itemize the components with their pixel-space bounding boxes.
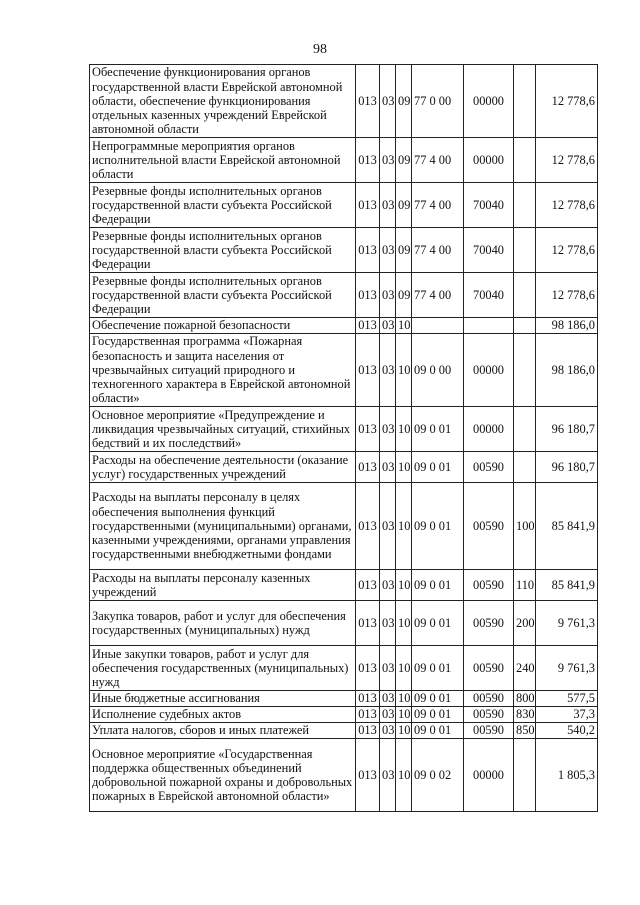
row-name: Исполнение судебных актов xyxy=(90,707,356,723)
table-row xyxy=(90,691,598,707)
row-target-article: 09 0 01 xyxy=(412,723,464,739)
row-subsection: 10 xyxy=(396,407,412,452)
row-section: 03 xyxy=(380,334,396,407)
row-grbs: 013 xyxy=(356,691,380,707)
row-section: 03 xyxy=(380,483,396,570)
table-row xyxy=(90,570,598,601)
row-name: Расходы на выплаты персоналу казенных учреждений xyxy=(90,570,356,601)
row-amount: 12 778,6 xyxy=(536,228,598,273)
row-grbs: 013 xyxy=(356,483,380,570)
row-section: 03 xyxy=(380,646,396,691)
row-amount: 37,3 xyxy=(536,707,598,723)
row-grbs: 013 xyxy=(356,601,380,646)
row-expense-type: 200 xyxy=(514,601,536,646)
row-section: 03 xyxy=(380,452,396,483)
row-expense-direction: 00000 xyxy=(464,138,514,183)
row-subsection: 09 xyxy=(396,65,412,138)
table-row xyxy=(90,228,598,273)
row-name: Резервные фонды исполнительных органов государственной власти субъекта Российской Федерации xyxy=(90,228,356,273)
row-grbs: 013 xyxy=(356,452,380,483)
row-target-article: 09 0 01 xyxy=(412,570,464,601)
table-row xyxy=(90,601,598,646)
row-section: 03 xyxy=(380,273,396,318)
row-section: 03 xyxy=(380,691,396,707)
row-subsection: 09 xyxy=(396,138,412,183)
row-target-article: 09 0 01 xyxy=(412,483,464,570)
row-amount: 96 180,7 xyxy=(536,407,598,452)
row-amount: 96 180,7 xyxy=(536,452,598,483)
row-expense-type xyxy=(514,138,536,183)
row-grbs: 013 xyxy=(356,65,380,138)
row-name: Резервные фонды исполнительных органов государственной власти субъекта Российской Федерации xyxy=(90,183,356,228)
row-amount: 12 778,6 xyxy=(536,273,598,318)
row-expense-direction: 00590 xyxy=(464,452,514,483)
row-name: Резервные фонды исполнительных органов государственной власти субъекта Российской Федерации xyxy=(90,273,356,318)
table-row xyxy=(90,65,598,138)
page-number: 98 xyxy=(313,42,327,57)
row-expense-type: 830 xyxy=(514,707,536,723)
row-amount: 9 761,3 xyxy=(536,601,598,646)
row-name: Обеспечение пожарной безопасности xyxy=(90,318,356,334)
row-subsection: 09 xyxy=(396,228,412,273)
row-section: 03 xyxy=(380,739,396,812)
row-name: Основное мероприятие «Государственная поддержка общественных объединений добровольной пожарной охраны и добровольных пожарных в Еврейской автономной области» xyxy=(90,739,356,812)
row-amount: 98 186,0 xyxy=(536,334,598,407)
row-section: 03 xyxy=(380,570,396,601)
table-row xyxy=(90,646,598,691)
row-amount: 540,2 xyxy=(536,723,598,739)
row-subsection: 10 xyxy=(396,318,412,334)
row-target-article: 09 0 01 xyxy=(412,707,464,723)
row-target-article: 09 0 01 xyxy=(412,646,464,691)
row-grbs: 013 xyxy=(356,570,380,601)
row-expense-direction xyxy=(464,318,514,334)
row-amount: 1 805,3 xyxy=(536,739,598,812)
row-subsection: 09 xyxy=(396,183,412,228)
row-expense-direction: 00590 xyxy=(464,691,514,707)
budget-table xyxy=(89,64,598,812)
row-amount: 12 778,6 xyxy=(536,183,598,228)
row-expense-direction: 00000 xyxy=(464,407,514,452)
table-row xyxy=(90,183,598,228)
row-amount: 12 778,6 xyxy=(536,138,598,183)
row-subsection: 10 xyxy=(396,739,412,812)
row-target-article: 77 4 00 xyxy=(412,183,464,228)
row-grbs: 013 xyxy=(356,273,380,318)
row-target-article: 09 0 02 xyxy=(412,739,464,812)
row-expense-type: 100 xyxy=(514,483,536,570)
row-expense-direction: 70040 xyxy=(464,183,514,228)
row-name: Расходы на обеспечение деятельности (оказание услуг) государственных учреждений xyxy=(90,452,356,483)
row-expense-direction: 00000 xyxy=(464,65,514,138)
row-section: 03 xyxy=(380,318,396,334)
row-expense-direction: 00590 xyxy=(464,707,514,723)
row-section: 03 xyxy=(380,183,396,228)
row-target-article: 09 0 01 xyxy=(412,452,464,483)
row-expense-direction: 00590 xyxy=(464,646,514,691)
row-subsection: 10 xyxy=(396,691,412,707)
row-subsection: 10 xyxy=(396,483,412,570)
row-subsection: 10 xyxy=(396,452,412,483)
table-row xyxy=(90,334,598,407)
table-row xyxy=(90,452,598,483)
row-section: 03 xyxy=(380,723,396,739)
row-expense-direction: 00590 xyxy=(464,570,514,601)
row-expense-type xyxy=(514,273,536,318)
row-subsection: 10 xyxy=(396,723,412,739)
row-subsection: 10 xyxy=(396,646,412,691)
row-amount: 577,5 xyxy=(536,691,598,707)
row-expense-type: 240 xyxy=(514,646,536,691)
row-subsection: 10 xyxy=(396,601,412,646)
row-target-article: 77 4 00 xyxy=(412,273,464,318)
table-row xyxy=(90,483,598,570)
table-body xyxy=(90,65,598,812)
row-amount: 98 186,0 xyxy=(536,318,598,334)
table-row xyxy=(90,723,598,739)
row-grbs: 013 xyxy=(356,228,380,273)
row-section: 03 xyxy=(380,228,396,273)
row-name: Закупка товаров, работ и услуг для обеспечения государственных (муниципальных) нужд xyxy=(90,601,356,646)
row-target-article: 09 0 01 xyxy=(412,691,464,707)
row-subsection: 09 xyxy=(396,273,412,318)
table-row xyxy=(90,273,598,318)
row-expense-type xyxy=(514,183,536,228)
row-amount: 9 761,3 xyxy=(536,646,598,691)
row-target-article xyxy=(412,318,464,334)
row-section: 03 xyxy=(380,138,396,183)
row-expense-direction: 70040 xyxy=(464,273,514,318)
row-subsection: 10 xyxy=(396,570,412,601)
row-target-article: 09 0 01 xyxy=(412,407,464,452)
row-subsection: 10 xyxy=(396,707,412,723)
row-expense-direction: 70040 xyxy=(464,228,514,273)
row-name: Расходы на выплаты персоналу в целях обеспечения выполнения функций государственными (муниципальными) органами, казенными учреждениями, органами управления государственными внебюджетными фондами xyxy=(90,483,356,570)
table-row xyxy=(90,318,598,334)
row-section: 03 xyxy=(380,707,396,723)
row-expense-type xyxy=(514,228,536,273)
row-name: Государственная программа «Пожарная безопасность и защита населения от чрезвычайных ситуаций природного и техногенного характера в Еврейской автономной области» xyxy=(90,334,356,407)
row-expense-type xyxy=(514,334,536,407)
row-expense-direction: 00000 xyxy=(464,739,514,812)
row-expense-type xyxy=(514,739,536,812)
row-amount: 85 841,9 xyxy=(536,483,598,570)
row-target-article: 77 0 00 xyxy=(412,65,464,138)
row-expense-direction: 00590 xyxy=(464,601,514,646)
row-section: 03 xyxy=(380,65,396,138)
row-name: Уплата налогов, сборов и иных платежей xyxy=(90,723,356,739)
row-target-article: 77 4 00 xyxy=(412,138,464,183)
row-expense-type xyxy=(514,318,536,334)
row-expense-direction: 00590 xyxy=(464,723,514,739)
row-grbs: 013 xyxy=(356,739,380,812)
row-name: Иные бюджетные ассигнования xyxy=(90,691,356,707)
row-target-article: 77 4 00 xyxy=(412,228,464,273)
row-expense-type xyxy=(514,452,536,483)
row-expense-type xyxy=(514,65,536,138)
row-section: 03 xyxy=(380,407,396,452)
row-expense-type: 800 xyxy=(514,691,536,707)
row-expense-type xyxy=(514,407,536,452)
row-amount: 12 778,6 xyxy=(536,65,598,138)
row-amount: 85 841,9 xyxy=(536,570,598,601)
row-grbs: 013 xyxy=(356,318,380,334)
row-expense-type: 850 xyxy=(514,723,536,739)
row-expense-type: 110 xyxy=(514,570,536,601)
row-name: Иные закупки товаров, работ и услуг для обеспечения государственных (муниципальных) нужд xyxy=(90,646,356,691)
row-grbs: 013 xyxy=(356,407,380,452)
row-expense-direction: 00000 xyxy=(464,334,514,407)
row-name: Непрограммные мероприятия органов исполнительной власти Еврейской автономной области xyxy=(90,138,356,183)
table-row xyxy=(90,407,598,452)
row-name: Основное мероприятие «Предупреждение и ликвидация чрезвычайных ситуаций, стихийных бедствий и их последствий» xyxy=(90,407,356,452)
row-subsection: 10 xyxy=(396,334,412,407)
table-row xyxy=(90,138,598,183)
row-name: Обеспечение функционирования органов государственной власти Еврейской автономной области, обеспечение функционирования отдельных казенных учреждений Еврейской автономной области xyxy=(90,65,356,138)
row-grbs: 013 xyxy=(356,183,380,228)
row-grbs: 013 xyxy=(356,707,380,723)
row-grbs: 013 xyxy=(356,646,380,691)
table-row xyxy=(90,739,598,812)
row-grbs: 013 xyxy=(356,334,380,407)
row-target-article: 09 0 00 xyxy=(412,334,464,407)
row-grbs: 013 xyxy=(356,138,380,183)
row-section: 03 xyxy=(380,601,396,646)
row-expense-direction: 00590 xyxy=(464,483,514,570)
row-grbs: 013 xyxy=(356,723,380,739)
table-row xyxy=(90,707,598,723)
row-target-article: 09 0 01 xyxy=(412,601,464,646)
